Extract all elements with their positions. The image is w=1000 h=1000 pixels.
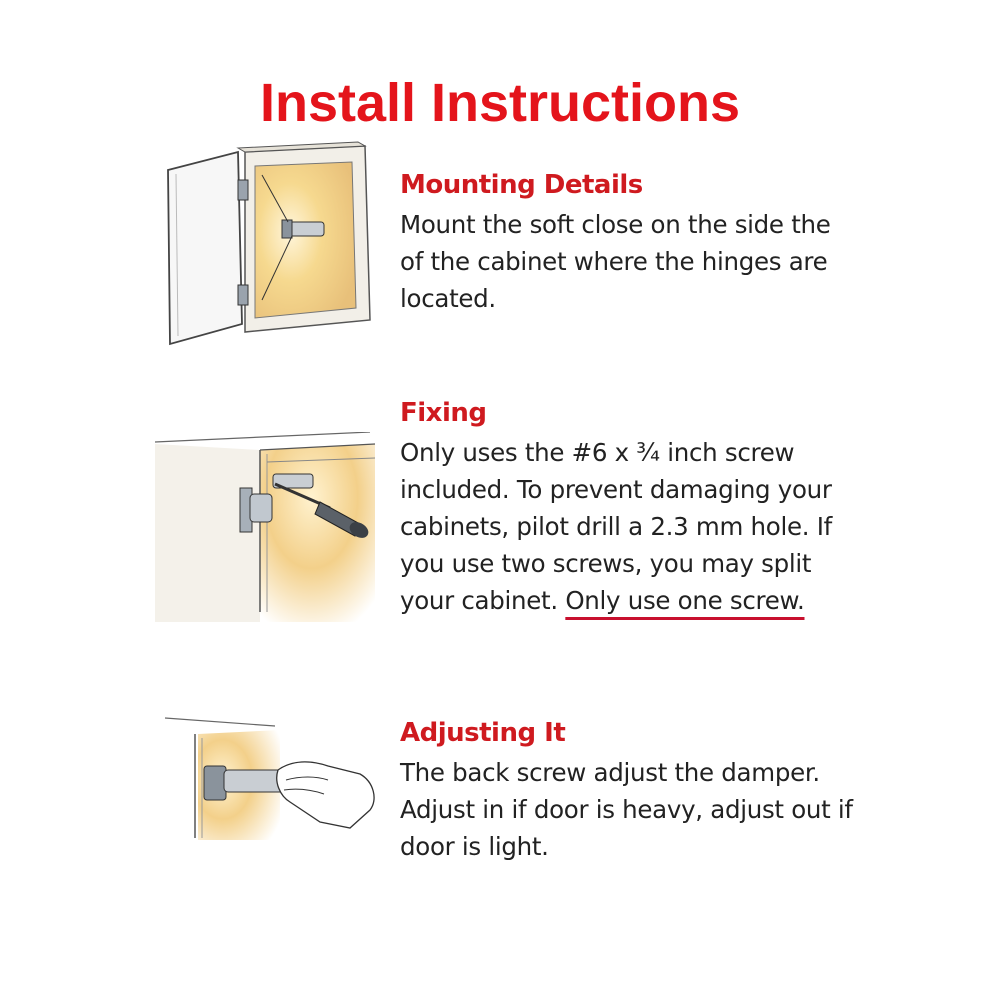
section-heading: Adjusting It (400, 718, 566, 748)
mounting-text-block (400, 170, 860, 317)
section-mounting-details (0, 140, 1000, 360)
section-adjusting-it (0, 710, 1000, 890)
fixing-text-block (400, 398, 860, 619)
adjusting-text-block (400, 718, 860, 865)
section-heading: Fixing (400, 398, 487, 428)
page-title: Install Instructions (259, 73, 741, 133)
section-body: Mount the soft close on the side the of the cabinet where the hinges are located. (400, 210, 831, 313)
warning-emphasis-text: Only use one screw. (565, 586, 805, 615)
cabinet-open-door-icon (160, 140, 380, 350)
hand-adjusting-icon (160, 710, 385, 850)
fixing-body-text: Only uses the #6 x ¾ inch screw included. To prevent damaging your cabinets, pilot drill a 2.3 mm hole. If you use two screws, you may split your cabinet. (400, 438, 832, 615)
section-body (400, 434, 860, 619)
section-heading: Mounting Details (400, 170, 643, 200)
screwdriver-icon (155, 432, 380, 622)
section-body: The back screw adjust the damper. Adjust in if door is heavy, adjust out if door is light. (400, 758, 853, 861)
section-fixing (0, 392, 1000, 672)
